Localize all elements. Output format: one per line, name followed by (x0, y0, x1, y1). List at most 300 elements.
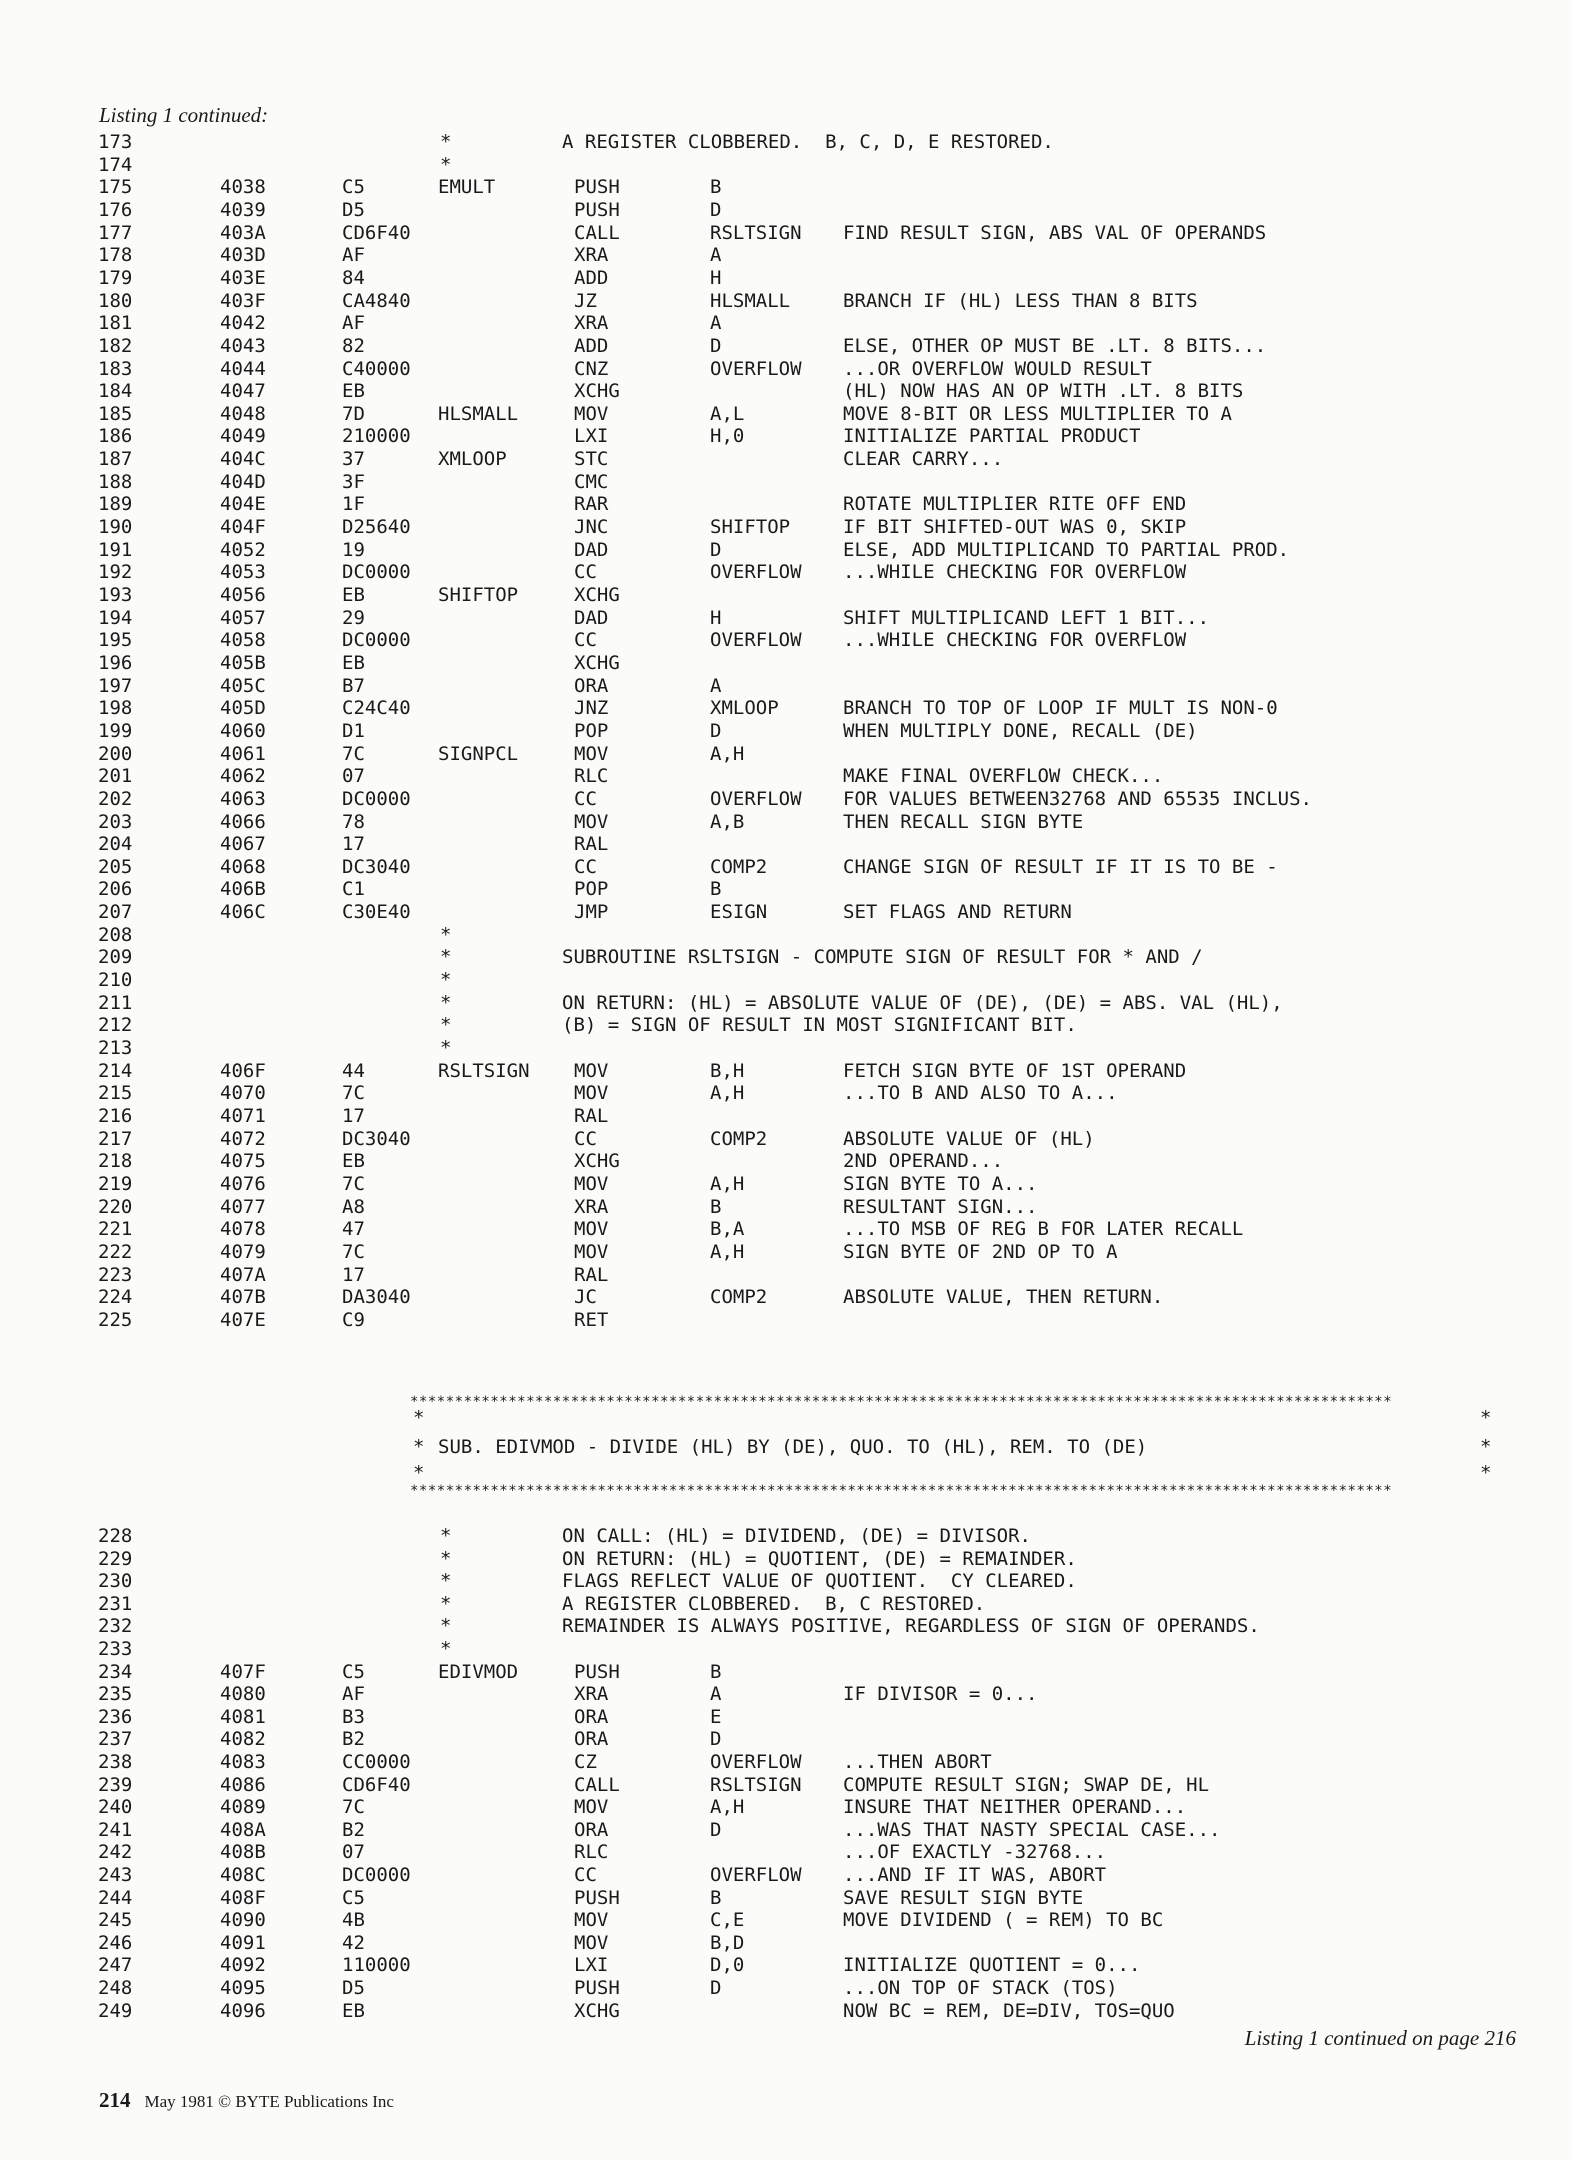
operand: ESIGN (710, 901, 768, 924)
address: 407A (220, 1263, 266, 1286)
object-code: AF (342, 244, 365, 267)
comment: BRANCH IF (HL) LESS THAN 8 BITS (843, 289, 1198, 312)
page-number: 214 (99, 2088, 131, 2112)
object-code: C24C40 (342, 697, 411, 720)
line-number: 242 (98, 1841, 133, 1864)
object-code: B2 (342, 1818, 365, 1841)
operand: OVERFLOW (710, 787, 802, 810)
opcode: RLC (574, 765, 609, 788)
object-code: EB (342, 380, 365, 403)
box-border-top: ************************************************************************************************************** (410, 1394, 1393, 1410)
opcode: PUSH (574, 176, 620, 199)
object-code: EB (342, 1999, 365, 2022)
line-number: 240 (98, 1796, 133, 1819)
object-code: 3F (342, 470, 365, 493)
comment: ...AND IF IT WAS, ABORT (843, 1864, 1107, 1886)
address: 4062 (220, 765, 266, 788)
line-number: 233 (98, 1638, 133, 1660)
address: 4077 (220, 1195, 266, 1218)
object-code: 17 (342, 833, 365, 856)
line-number: 243 (98, 1864, 133, 1886)
line-number: 177 (98, 221, 133, 244)
opcode: JNC (574, 516, 609, 539)
label: EMULT (438, 176, 496, 199)
operand: OVERFLOW (710, 561, 802, 584)
object-code: DC3040 (342, 1127, 411, 1150)
address: 4066 (220, 810, 266, 833)
operand: A,H (710, 1082, 745, 1105)
line-number: 186 (98, 425, 133, 448)
comment: INSURE THAT NEITHER OPERAND... (843, 1796, 1187, 1819)
address: 404F (220, 516, 266, 539)
address: 408C (220, 1864, 266, 1886)
address: 4057 (220, 606, 266, 629)
address: 4048 (220, 402, 266, 425)
line-number: 205 (98, 855, 133, 878)
object-code: 84 (342, 266, 365, 289)
line-number: 196 (98, 651, 133, 674)
object-code: A8 (342, 1195, 365, 1218)
object-code: C30E40 (342, 901, 411, 924)
address: 4081 (220, 1705, 266, 1728)
comment-text: ON RETURN: (HL) = QUOTIENT, (DE) = REMAINDER. (562, 1547, 1077, 1570)
opcode: RAR (574, 493, 609, 516)
object-code: 47 (342, 1218, 365, 1241)
line-number: 237 (98, 1728, 133, 1751)
opcode: CMC (574, 470, 609, 493)
comment: WHEN MULTIPLY DONE, RECALL (DE) (843, 719, 1198, 742)
opcode: CC (574, 629, 597, 652)
address: 4043 (220, 334, 266, 357)
label: RSLTSIGN (438, 1059, 530, 1082)
address: 4089 (220, 1796, 266, 1819)
comment-text: FLAGS REFLECT VALUE OF QUOTIENT. CY CLEARED. (562, 1570, 1077, 1593)
box-side: * (1480, 1462, 1492, 1484)
comment: SAVE RESULT SIGN BYTE (843, 1886, 1084, 1909)
address: 407F (220, 1660, 266, 1683)
opcode: XCHG (574, 380, 620, 403)
line-number: 249 (98, 1999, 133, 2022)
comment: MOVE DIVIDEND ( = REM) TO BC (843, 1909, 1164, 1932)
comment: IF DIVISOR = 0... (843, 1683, 1038, 1706)
opcode: CC (574, 855, 597, 878)
line-number: 187 (98, 448, 133, 471)
operand: B (710, 878, 722, 901)
operand: B (710, 176, 722, 199)
address: 4061 (220, 742, 266, 765)
opcode: XRA (574, 244, 609, 267)
object-code: 7C (342, 1796, 365, 1819)
address: 4076 (220, 1172, 266, 1195)
object-code: CD6F40 (342, 1773, 411, 1796)
address: 4079 (220, 1240, 266, 1263)
address: 408F (220, 1886, 266, 1909)
operand: D (710, 198, 722, 221)
comment: SET FLAGS AND RETURN (843, 901, 1072, 924)
object-code: 1F (342, 493, 365, 516)
comment: MAKE FINAL OVERFLOW CHECK... (843, 765, 1164, 788)
line-number: 245 (98, 1909, 133, 1932)
line-number: 191 (98, 538, 133, 561)
object-code: 78 (342, 810, 365, 833)
line-number: 218 (98, 1150, 133, 1173)
object-code: CD6F40 (342, 221, 411, 244)
object-code: EB (342, 1150, 365, 1173)
opcode: PUSH (574, 1977, 620, 1999)
box-side: * (1480, 1407, 1492, 1429)
object-code: DC0000 (342, 1864, 411, 1886)
opcode: MOV (574, 1796, 609, 1819)
address: 407B (220, 1286, 266, 1309)
opcode: ORA (574, 1728, 609, 1751)
operand: RSLTSIGN (710, 221, 802, 244)
opcode: MOV (574, 1218, 609, 1241)
line-number: 223 (98, 1263, 133, 1286)
object-code: 19 (342, 538, 365, 561)
operand: A (710, 1683, 722, 1706)
label: EDIVMOD (438, 1660, 519, 1683)
comment-text: ON RETURN: (HL) = ABSOLUTE VALUE OF (DE), (DE) = ABS. VAL (HL), (562, 991, 1283, 1014)
opcode: XCHG (574, 1999, 620, 2022)
object-code: B7 (342, 674, 365, 697)
opcode: POP (574, 878, 609, 901)
operand: OVERFLOW (710, 629, 802, 652)
line-number: 197 (98, 674, 133, 697)
address: 4039 (220, 198, 266, 221)
object-code: 7C (342, 742, 365, 765)
address: 405D (220, 697, 266, 720)
operand: OVERFLOW (710, 1751, 802, 1773)
comment: FOR VALUES BETWEEN32768 AND 65535 INCLUS. (843, 787, 1312, 810)
address: 4092 (220, 1954, 266, 1977)
line-number: 234 (98, 1660, 133, 1683)
box-title: SUB. EDIVMOD - DIVIDE (HL) BY (DE), QUO. TO (HL), REM. TO (DE) (438, 1436, 1148, 1458)
line-number: 204 (98, 833, 133, 856)
object-code: DA3040 (342, 1286, 411, 1309)
footer-credit: May 1981 © BYTE Publications Inc (144, 2092, 394, 2111)
address: 4049 (220, 425, 266, 448)
operand: C,E (710, 1909, 745, 1932)
opcode: CALL (574, 1773, 620, 1796)
comment-star: * (440, 1570, 452, 1593)
label: SIGNPCL (438, 742, 519, 765)
operand: D (710, 1728, 722, 1751)
comment: ELSE, ADD MULTIPLICAND TO PARTIAL PROD. (843, 538, 1290, 561)
operand: A,H (710, 742, 745, 765)
line-number: 199 (98, 719, 133, 742)
comment: ...OR OVERFLOW WOULD RESULT (843, 357, 1152, 380)
comment-star: * (440, 923, 452, 946)
object-code: D25640 (342, 516, 411, 539)
comment: ABSOLUTE VALUE, THEN RETURN. (843, 1286, 1164, 1309)
label: HLSMALL (438, 402, 519, 425)
opcode: RAL (574, 1263, 609, 1286)
line-number: 189 (98, 493, 133, 516)
line-number: 206 (98, 878, 133, 901)
address: 4042 (220, 312, 266, 335)
operand: A (710, 674, 722, 697)
comment: COMPUTE RESULT SIGN; SWAP DE, HL (843, 1773, 1210, 1796)
comment: ...THEN ABORT (843, 1751, 992, 1773)
line-number: 209 (98, 946, 133, 969)
comment: ...TO MSB OF REG B FOR LATER RECALL (843, 1218, 1244, 1241)
object-code: B3 (342, 1705, 365, 1728)
object-code: 07 (342, 1841, 365, 1864)
operand: A,B (710, 810, 745, 833)
opcode: DAD (574, 538, 609, 561)
opcode: CNZ (574, 357, 609, 380)
address: 406C (220, 901, 266, 924)
line-number: 175 (98, 176, 133, 199)
line-number: 195 (98, 629, 133, 652)
box-border-bottom: ************************************************************************************************************** (410, 1483, 1393, 1499)
box-side: * (1480, 1436, 1492, 1458)
comment: SIGN BYTE TO A... (843, 1172, 1038, 1195)
comment: FIND RESULT SIGN, ABS VAL OF OPERANDS (843, 221, 1267, 244)
operand: A,H (710, 1172, 745, 1195)
address: 4071 (220, 1104, 266, 1127)
object-code: CA4840 (342, 289, 411, 312)
address: 4078 (220, 1218, 266, 1241)
opcode: POP (574, 719, 609, 742)
line-number: 224 (98, 1286, 133, 1309)
address: 4053 (220, 561, 266, 584)
operand: D (710, 1977, 722, 1999)
comment: INITIALIZE PARTIAL PRODUCT (843, 425, 1141, 448)
operand: HLSMALL (710, 289, 791, 312)
address: 404D (220, 470, 266, 493)
comment-text: (B) = SIGN OF RESULT IN MOST SIGNIFICANT BIT. (562, 1014, 1077, 1037)
line-number: 247 (98, 1954, 133, 1977)
object-code: DC0000 (342, 561, 411, 584)
line-number: 230 (98, 1570, 133, 1593)
box-side: * (413, 1462, 425, 1484)
address: 403D (220, 244, 266, 267)
address: 4060 (220, 719, 266, 742)
comment: ...WAS THAT NASTY SPECIAL CASE... (843, 1818, 1221, 1841)
line-number: 179 (98, 266, 133, 289)
object-code: C5 (342, 176, 365, 199)
opcode: RET (574, 1308, 609, 1331)
line-number: 220 (98, 1195, 133, 1218)
operand: D,0 (710, 1954, 745, 1977)
line-number: 214 (98, 1059, 133, 1082)
operand: OVERFLOW (710, 1864, 802, 1886)
opcode: PUSH (574, 1886, 620, 1909)
line-number: 200 (98, 742, 133, 765)
line-number: 198 (98, 697, 133, 720)
opcode: CALL (574, 221, 620, 244)
address: 4090 (220, 1909, 266, 1932)
operand: E (710, 1705, 722, 1728)
line-number: 174 (98, 153, 133, 176)
comment-star: * (440, 153, 452, 176)
address: 4080 (220, 1683, 266, 1706)
object-code: C9 (342, 1308, 365, 1331)
object-code: 4B (342, 1909, 365, 1932)
opcode: MOV (574, 810, 609, 833)
line-number: 190 (98, 516, 133, 539)
opcode: PUSH (574, 1660, 620, 1683)
opcode: ADD (574, 266, 609, 289)
opcode: ADD (574, 334, 609, 357)
line-number: 215 (98, 1082, 133, 1105)
line-number: 216 (98, 1104, 133, 1127)
address: 404E (220, 493, 266, 516)
opcode: ORA (574, 1818, 609, 1841)
comment-star: * (440, 1014, 452, 1037)
object-code: AF (342, 312, 365, 335)
line-number: 211 (98, 991, 133, 1014)
operand: A,L (710, 402, 745, 425)
address: 405B (220, 651, 266, 674)
operand: D (710, 538, 722, 561)
opcode: XRA (574, 312, 609, 335)
line-number: 228 (98, 1525, 133, 1547)
address: 4056 (220, 584, 266, 606)
opcode: CC (574, 1864, 597, 1886)
operand: B (710, 1195, 722, 1218)
comment-text: A REGISTER CLOBBERED. B, C, D, E RESTORED. (562, 131, 1054, 153)
opcode: LXI (574, 1954, 609, 1977)
operand: H (710, 266, 722, 289)
comment: SHIFT MULTIPLICAND LEFT 1 BIT... (843, 606, 1210, 629)
line-number: 225 (98, 1308, 133, 1331)
opcode: JMP (574, 901, 609, 924)
address: 4067 (220, 833, 266, 856)
operand: A,H (710, 1796, 745, 1819)
operand: RSLTSIGN (710, 1773, 802, 1796)
opcode: MOV (574, 1059, 609, 1082)
operand: B,H (710, 1059, 745, 1082)
comment: CHANGE SIGN OF RESULT IF IT IS TO BE - (843, 855, 1278, 878)
opcode: RAL (574, 833, 609, 856)
line-number: 188 (98, 470, 133, 493)
comment: ...TO B AND ALSO TO A... (843, 1082, 1118, 1105)
object-code: C5 (342, 1660, 365, 1683)
line-number: 241 (98, 1818, 133, 1841)
comment-star: * (440, 969, 452, 992)
line-number: 203 (98, 810, 133, 833)
comment: ...WHILE CHECKING FOR OVERFLOW (843, 629, 1187, 652)
line-number: 201 (98, 765, 133, 788)
operand: B,A (710, 1218, 745, 1241)
address: 4075 (220, 1150, 266, 1173)
opcode: ORA (574, 1705, 609, 1728)
line-number: 176 (98, 198, 133, 221)
opcode: MOV (574, 742, 609, 765)
comment: MOVE 8-BIT OR LESS MULTIPLIER TO A (843, 402, 1232, 425)
operand: A (710, 312, 722, 335)
comment: SIGN BYTE OF 2ND OP TO A (843, 1240, 1118, 1263)
address: 4052 (220, 538, 266, 561)
line-number: 210 (98, 969, 133, 992)
opcode: XCHG (574, 584, 620, 606)
label: XMLOOP (438, 448, 507, 471)
object-code: 17 (342, 1263, 365, 1286)
opcode: XRA (574, 1683, 609, 1706)
box-side: * (413, 1436, 425, 1458)
line-number: 202 (98, 787, 133, 810)
operand: D (710, 719, 722, 742)
address: 407E (220, 1308, 266, 1331)
line-number: 182 (98, 334, 133, 357)
opcode: MOV (574, 1172, 609, 1195)
line-number: 244 (98, 1886, 133, 1909)
comment: IF BIT SHIFTED-OUT WAS 0, SKIP (843, 516, 1187, 539)
address: 4038 (220, 176, 266, 199)
address: 4044 (220, 357, 266, 380)
comment-text: ON CALL: (HL) = DIVIDEND, (DE) = DIVISOR. (562, 1525, 1031, 1547)
object-code: DC0000 (342, 629, 411, 652)
address: 4091 (220, 1931, 266, 1954)
opcode: MOV (574, 1931, 609, 1954)
object-code: C40000 (342, 357, 411, 380)
opcode: CZ (574, 1751, 597, 1773)
operand: SHIFTOP (710, 516, 791, 539)
operand: H (710, 606, 722, 629)
operand: XMLOOP (710, 697, 779, 720)
object-code: D1 (342, 719, 365, 742)
address: 406B (220, 878, 266, 901)
address: 403F (220, 289, 266, 312)
comment-text: A REGISTER CLOBBERED. B, C RESTORED. (562, 1592, 986, 1615)
object-code: 37 (342, 448, 365, 471)
opcode: LXI (574, 425, 609, 448)
address: 406F (220, 1059, 266, 1082)
opcode: JC (574, 1286, 597, 1309)
operand: A,H (710, 1240, 745, 1263)
label: SHIFTOP (438, 584, 519, 606)
object-code: C1 (342, 878, 365, 901)
line-number: 194 (98, 606, 133, 629)
opcode: STC (574, 448, 609, 471)
line-number: 185 (98, 402, 133, 425)
line-number: 219 (98, 1172, 133, 1195)
opcode: CC (574, 787, 597, 810)
comment: ABSOLUTE VALUE OF (HL) (843, 1127, 1095, 1150)
comment-star: * (440, 1547, 452, 1570)
comment: FETCH SIGN BYTE OF 1ST OPERAND (843, 1059, 1187, 1082)
comment: (HL) NOW HAS AN OP WITH .LT. 8 BITS (843, 380, 1244, 403)
address: 4083 (220, 1751, 266, 1773)
address: 4086 (220, 1773, 266, 1796)
box-side: * (413, 1407, 425, 1429)
object-code: 7C (342, 1240, 365, 1263)
operand: D (710, 1818, 722, 1841)
line-number: 193 (98, 584, 133, 606)
line-number: 238 (98, 1751, 133, 1773)
address: 4095 (220, 1977, 266, 1999)
line-number: 217 (98, 1127, 133, 1150)
opcode: JNZ (574, 697, 609, 720)
address: 405C (220, 674, 266, 697)
comment: ROTATE MULTIPLIER RITE OFF END (843, 493, 1187, 516)
object-code: 210000 (342, 425, 411, 448)
object-code: DC0000 (342, 787, 411, 810)
operand: COMP2 (710, 1286, 768, 1309)
opcode: RAL (574, 1104, 609, 1127)
opcode: XCHG (574, 651, 620, 674)
comment-star: * (440, 1525, 452, 1547)
operand: B (710, 1886, 722, 1909)
address: 4063 (220, 787, 266, 810)
line-number: 178 (98, 244, 133, 267)
line-number: 232 (98, 1615, 133, 1638)
opcode: XCHG (574, 1150, 620, 1173)
opcode: RLC (574, 1841, 609, 1864)
comment-text: SUBROUTINE RSLTSIGN - COMPUTE SIGN OF RESULT FOR * AND / (562, 946, 1203, 969)
